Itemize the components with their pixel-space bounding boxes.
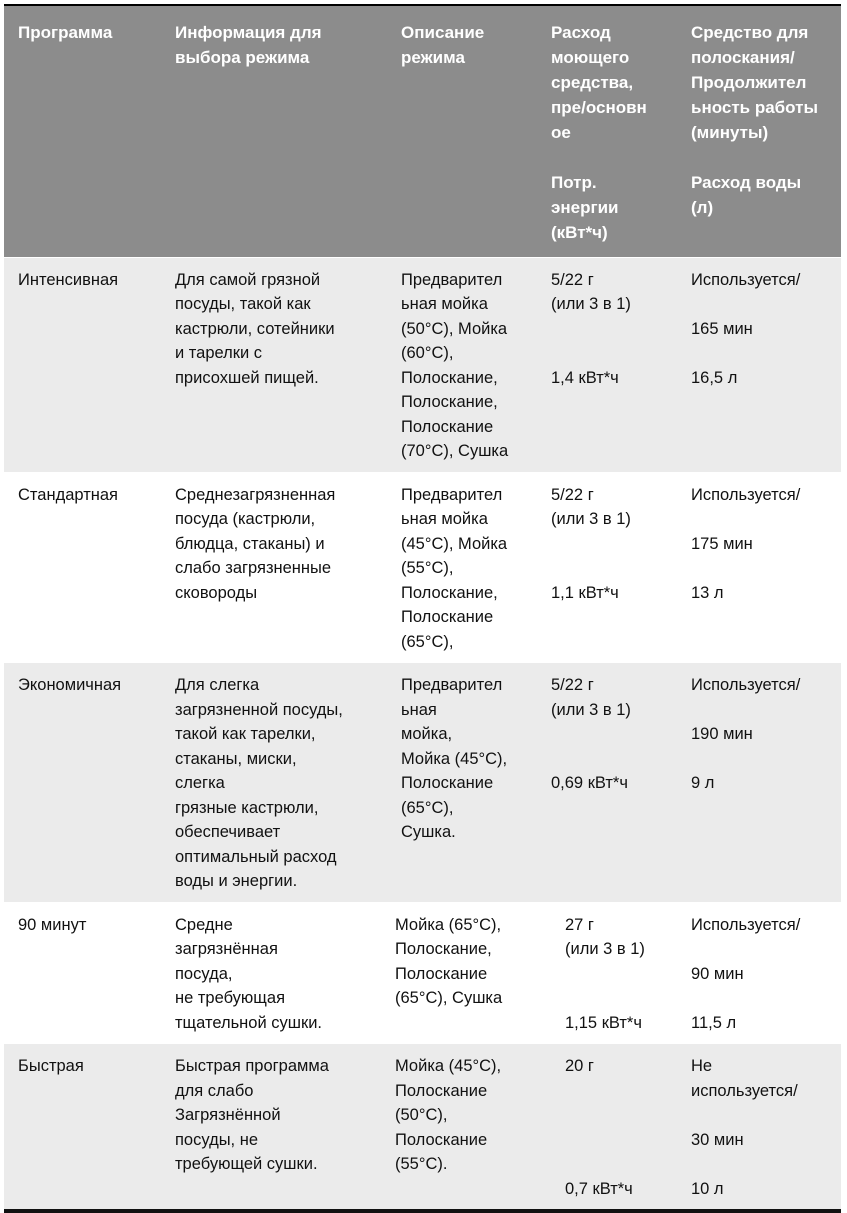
description-line: Полоскание [401,417,494,436]
cell-program [4,902,161,1044]
info-line: Загрязнённой [175,1106,281,1124]
energy-value: 0,69 кВт*ч [551,774,628,792]
info-line: присохшей пищей. [175,368,319,387]
info-line: обеспечивает [175,823,281,841]
header-line: полоскания/ [691,48,795,67]
cell-description [387,257,537,472]
info-line: посуда, [175,964,233,983]
info-line: стаканы, миски, [175,749,297,768]
header-info [161,5,387,257]
header-line: энергии [551,197,619,217]
header-line: Программа [18,23,113,42]
header-line: Средство для [691,23,809,42]
cell-info [161,663,387,903]
header-line: (кВт*ч) [551,222,608,242]
cell-program [4,472,161,663]
info-line: тщательной сушки. [175,1013,323,1032]
description-line: (65°C), [401,632,454,651]
program-name: Быстрая [18,1057,84,1075]
header-line: (минуты) [691,123,769,142]
info-line: не требующая [175,989,285,1007]
water-value: 9 л [691,774,715,792]
cell-info [161,902,387,1044]
description-line: Предварител [401,485,503,504]
description-line: (70°C), Сушка [401,442,509,460]
description-line: (65°C), Сушка [395,989,503,1007]
info-line: сковороды [175,583,258,602]
water-value: 11,5 л [691,1013,737,1032]
description-line: Полоскание, [401,393,498,411]
info-line: требующей сушки. [175,1155,318,1173]
header-line: пре/основн [551,98,647,117]
cell-detergent-energy [537,257,677,472]
info-line: Для слегка [175,676,260,694]
cell-description [387,902,537,1044]
cell-info [161,472,387,663]
description-line: Сушка. [401,823,456,841]
energy-value: 0,7 кВт*ч [565,1179,633,1198]
rinse-value: Не используется/ [691,1057,798,1100]
description-line: Полоскание [395,1081,488,1100]
table-row [4,472,841,663]
cell-rinse-water [677,472,841,663]
duration-value: 30 мин [691,1130,744,1149]
detergent-line: (или 3 в 1) [565,940,645,958]
cell-description [387,663,537,903]
description-line: ьная [401,700,437,719]
description-line: Мойка (45°C), [395,1057,502,1075]
detergent-line: (или 3 в 1) [551,510,631,528]
header-line: выбора режима [175,48,310,67]
cell-info [161,257,387,472]
cell-program [4,663,161,903]
cell-rinse-water [677,1044,841,1212]
info-line: блюдца, стаканы) и [175,534,325,553]
header-line: ое [551,123,571,142]
info-line: посуда (кастрюли, [175,510,316,528]
info-line: посуды, такой как [175,295,311,313]
cell-description [387,472,537,663]
detergent-line: 20 г [565,1057,594,1075]
description-line: Мойка (45°C), [401,749,508,768]
program-name: Стандартная [18,485,118,504]
description-line: мойка, [401,725,453,743]
header-line: режима [401,48,465,67]
description-line: Полоскание [395,964,488,983]
description-line: ьная мойка [401,295,488,313]
info-line: загрязнённая [175,940,278,958]
cell-rinse-water [677,663,841,903]
info-line: оптимальный расход [175,847,337,866]
rinse-value: Используется/ [691,915,801,934]
description-line: (60°C), [401,344,454,362]
rinse-value: Используется/ [691,485,801,504]
info-line: Средне [175,915,233,934]
info-line: Среднезагрязненная [175,485,336,504]
description-line: ьная мойка [401,510,488,528]
info-line: грязные кастрюли, [175,798,319,817]
info-line: воды и энергии. [175,872,298,890]
cell-program [4,257,161,472]
water-value: 10 л [691,1179,724,1198]
rinse-value: Используется/ [691,270,801,289]
program-name: Экономичная [18,676,122,694]
header-line: Описание [401,23,485,42]
detergent-line: 27 г [565,915,594,934]
cell-program [4,1044,161,1212]
description-line: Полоскание [395,1130,488,1149]
description-line: Полоскание, [395,940,492,958]
info-line: кастрюли, сотейники [175,319,335,338]
description-line: (50°C), [395,1106,448,1124]
description-line: Полоскание, [401,583,498,602]
program-table [4,4,841,1213]
header-line: моющего [551,48,630,67]
duration-value: 165 мин [691,319,753,338]
info-line: слегка [175,774,225,792]
water-value: 16,5 л [691,368,738,387]
header-line: Продолжител [691,73,807,92]
energy-value: 1,4 кВт*ч [551,368,619,387]
cell-rinse-water [677,257,841,472]
rinse-value: Используется/ [691,676,801,694]
info-line: Для самой грязной [175,270,321,289]
info-line: посуды, не [175,1130,259,1149]
description-line: (55°C). [395,1155,448,1173]
description-line: Предварител [401,676,503,694]
program-name: 90 минут [18,915,87,934]
info-line: для слабо [175,1081,254,1100]
energy-value: 1,15 кВт*ч [565,1013,642,1032]
header-line: Потр. [551,172,597,192]
detergent-line: (или 3 в 1) [551,295,631,313]
description-line: (65°C), [401,798,454,817]
description-line: (55°C), [401,559,454,577]
header-line: ьность работы [691,98,818,117]
table-row [4,663,841,903]
energy-value: 1,1 кВт*ч [551,583,619,602]
program-name: Интенсивная [18,270,119,289]
description-line: Полоскание [401,774,494,792]
header-line: Расход воды [691,172,802,192]
info-line: загрязненной посуды, [175,700,343,719]
header-detergent-energy [537,5,677,257]
info-line: такой как тарелки, [175,725,316,743]
water-value: 13 л [691,583,724,602]
description-line: (45°C), Мойка [401,534,508,553]
cell-description [387,1044,537,1212]
cell-detergent-energy [537,902,677,1044]
detergent-line: 5/22 г [551,676,594,694]
header-line: (л) [691,197,714,217]
cell-detergent-energy [537,472,677,663]
table-row [4,1044,841,1212]
duration-value: 175 мин [691,534,753,553]
cell-detergent-energy [537,663,677,903]
cell-info [161,1044,387,1212]
info-line: Быстрая программа [175,1057,329,1075]
header-line: Расход [551,23,611,42]
header-description [387,5,537,257]
detergent-line: 5/22 г [551,485,594,504]
description-line: (50°C), Мойка [401,319,508,338]
info-line: слабо загрязненные [175,559,332,577]
description-line: Полоскание, [401,368,498,387]
header-line: Информация для [175,23,322,42]
detergent-line: (или 3 в 1) [551,700,631,719]
program-table-page [4,4,841,1213]
header-line: средства, [551,73,634,92]
table-row [4,902,841,1044]
description-line: Полоскание [401,608,494,626]
table-header-row [4,5,841,257]
header-rinse-water [677,5,841,257]
table-row [4,257,841,472]
header-program [4,5,161,257]
description-line: Мойка (65°C), [395,915,502,934]
duration-value: 190 мин [691,725,753,743]
info-line: и тарелки с [175,344,263,362]
cell-rinse-water [677,902,841,1044]
detergent-line: 5/22 г [551,270,594,289]
cell-detergent-energy [537,1044,677,1212]
description-line: Предварител [401,270,503,289]
duration-value: 90 мин [691,964,744,983]
